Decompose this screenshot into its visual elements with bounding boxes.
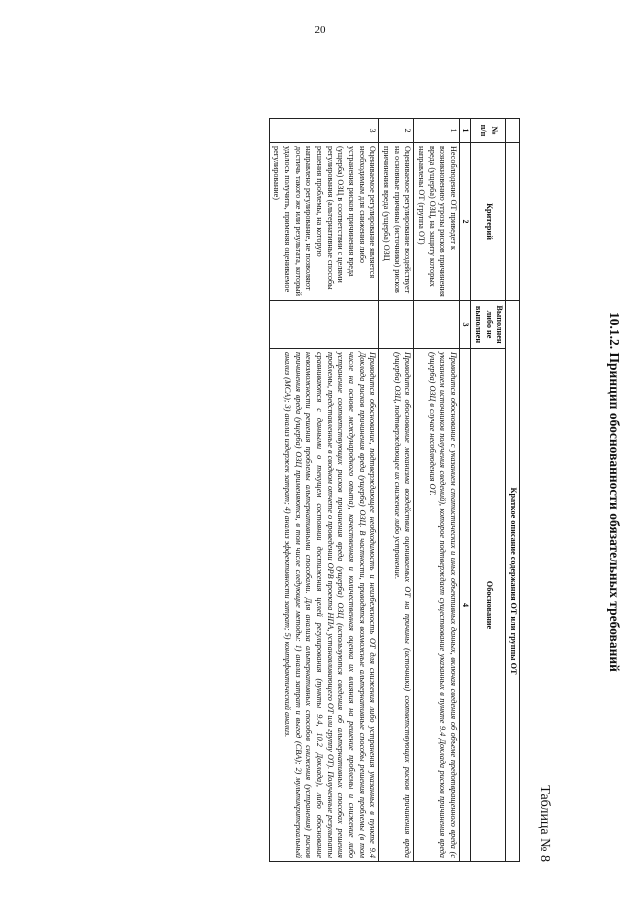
header-status: Выполнен либо не выполнен [471,301,506,349]
criterion-cell: Несоблюдение ОТ приведет к возникновению угрозы рисков причинения вреда (ущерба) ОЗЦ, на защиту которых направлены ОТ (группа ОТ) [414,143,460,301]
justification-cell: Приводится обоснование с указанием статистических и иных объективных данных, включая сведения об объеме предотвращенного вреда (с указанием источников получения сведений), которое подтверждает существование указанных в пункте 9.4 Доклада рисков причинения вреда (ущерба) ОЗЦ в случае несоблюдения ОТ. [414,349,460,862]
criterion-cell: Оцениваемое регулирование является необходимым для снижения либо устранения рисков причинения вреда (ущерба) ОЗЦ в соответствии с целями регулирования (альтернативные способы решения проблемы, на которую направлено регулирование, не позволяют достичь такого же или результата, который удалось получить, применяя оцениваемое регулирование) [269,143,379,301]
status-cell [269,301,379,349]
status-cell [379,301,414,349]
column-number: 1 [459,119,470,143]
table-caption: Таблица № 8 [537,785,552,862]
document-heading: 10.1.2. Принцип обоснованности обязательных требований [607,312,622,672]
criterion-cell: Оцениваемое регулирование воздействует на основные причины (источники) рисков причинения вреда (ущерба) ОЗЦ [379,143,414,301]
status-cell [414,301,460,349]
justification-table [269,118,520,862]
column-number: 4 [459,349,470,862]
page-number: 20 [314,24,326,36]
header-justification: Обоснование [471,349,506,862]
justification-cell: Приводится обоснование механизма воздействия оцениваемых ОТ на причины (источники) соответствующих рисков причинения вреда (ущерба) ОЗЦ, подтверждающее их снижение либо устранение. [379,349,414,862]
header-group: Краткое описание содержания ОТ или группы ОТ [506,301,520,862]
header-num: № п/п [471,119,506,143]
header-criterion: Критерий [471,143,506,301]
header-blank-criterion [506,143,520,301]
row-number: 2 [379,119,414,143]
table-row [379,119,414,862]
column-number: 3 [459,301,470,349]
table-row [414,119,460,862]
rotated-sheet [100,112,640,872]
row-number: 1 [414,119,460,143]
header-blank-num [506,119,520,143]
justification-cell: Приводится обоснование, подтверждающее необходимость и неизбежность ОТ для снижения либо устранения указанных в пункте 9.4 Доклада рисков причинения вреда (ущерба) ОЗЦ. В частности, приводятся возможные альтернативные способы решения проблемы (в том числе на основе международного опыта), качественная и количественная оценка их влияния на решение проблемы и снижение либо устранение соответствующих рисков причинения вреда (ущерба) ОЗЦ (используются сведения об альтернативных способах решения проблемы, представленные в сводном отчете о проведении ОРВ проекта НПА, устанавливающего ОТ или группу ОТ). Полученные результаты сравниваются с данными о текущем состоянии достижения целей регулирования (пункты 9.4, 10.2 Доклада), либо обоснование невозможности решения проблемы альтернативными способами. Для анализа альтернативных способов снижения (устранения) рисков причинения вреда (ущерба) ОЗЦ применяются, в том числе следующие методы: 1) анализ затрат и выгод (CBA); 2) мультикритериальный анализ (MCA); 3) анализ издержек затрат; 4) анализ эффективности затрат; 5) контрфактический анализ. [269,349,379,862]
column-number: 2 [459,143,470,301]
table-row [269,119,379,862]
row-number: 3 [269,119,379,143]
